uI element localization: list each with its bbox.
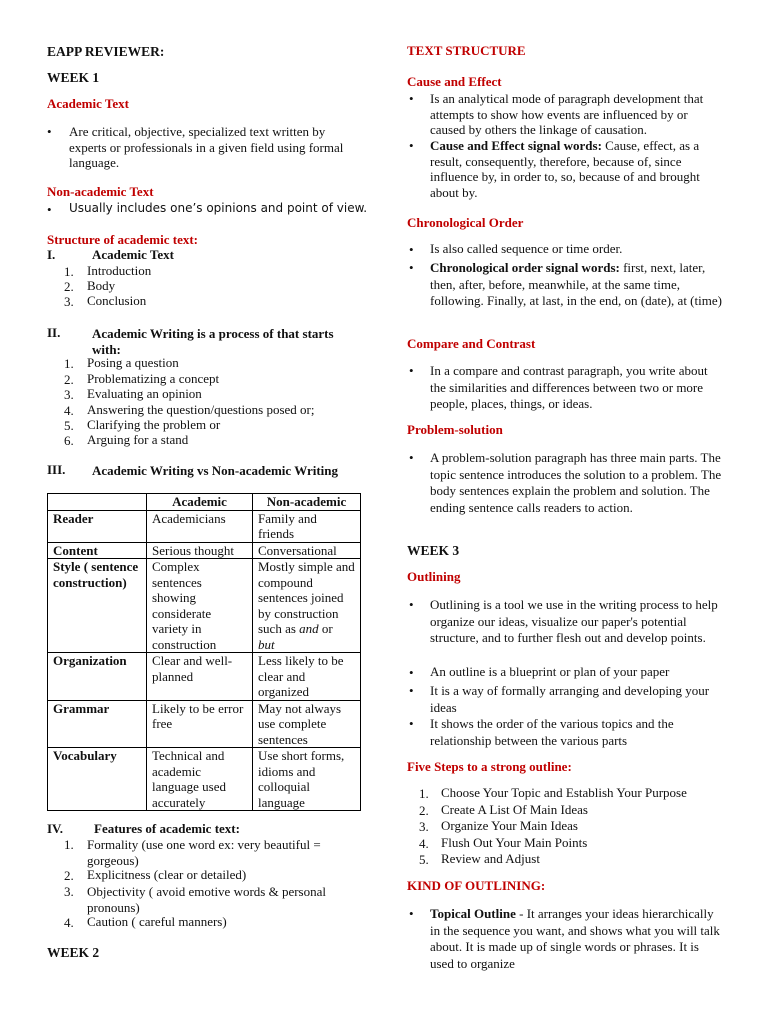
row-label: Content <box>48 542 147 559</box>
topical-text: - It arranges your ideas hierarchically in the sequence you want, and shows what you will talk about. It is made up of single words or phrases. It is used to organize <box>430 906 720 971</box>
list-number: 3. <box>64 294 74 309</box>
document-title: EAPP REVIEWER: <box>47 44 165 59</box>
bullet-icon: • <box>409 716 414 731</box>
table-row <box>48 542 361 559</box>
table-header: Academic <box>147 494 253 511</box>
bullet-icon: • <box>409 906 414 921</box>
chronological-heading: Chronological Order <box>407 215 524 230</box>
table-row <box>48 748 361 811</box>
list-item: Introduction <box>87 263 152 278</box>
step-item: Review and Adjust <box>441 851 540 866</box>
list-number: 2. <box>64 868 74 883</box>
cell-italic: and <box>299 621 319 636</box>
topical-label: Topical Outline <box>430 906 516 921</box>
academic-text-heading: Academic Text <box>47 96 129 111</box>
section-3-number: III. <box>47 462 66 477</box>
section-2-title: Academic Writing is a process of that starts with: <box>92 326 334 357</box>
cause-effect-heading: Cause and Effect <box>407 74 502 89</box>
week2-heading: WEEK 2 <box>47 945 100 960</box>
cell-text: Mostly simple and compound sentences joined by construction such as <box>258 559 355 636</box>
academic-cell: Serious thought <box>147 542 253 559</box>
bullet-icon: • <box>409 665 414 680</box>
list-number: 1. <box>419 786 429 801</box>
nonacademic-cell <box>253 559 361 653</box>
list-number: 3. <box>419 819 429 834</box>
list-item: Body <box>87 278 116 293</box>
list-item: Caution ( careful manners) <box>87 914 227 929</box>
row-label: Reader <box>48 510 147 542</box>
academic-cell: Academicians <box>147 510 253 542</box>
bullet-icon: • <box>409 91 414 106</box>
nonacademic-cell: May not always use complete sentences <box>253 700 361 748</box>
text-structure-heading: TEXT STRUCTURE <box>407 43 526 58</box>
table-row <box>48 510 361 542</box>
section-1-title: Academic Text <box>92 247 174 262</box>
nonacademic-heading: Non-academic Text <box>47 184 154 199</box>
bullet-icon: • <box>409 242 414 257</box>
table-row <box>48 700 361 748</box>
step-item: Flush Out Your Main Points <box>441 835 588 850</box>
bullet-icon: • <box>47 202 52 217</box>
table-header-row <box>48 494 361 511</box>
table-row <box>48 559 361 653</box>
list-number: 6. <box>64 433 74 448</box>
week1-heading: WEEK 1 <box>47 70 100 85</box>
list-item: Formality (use one word ex: very beautiful = gorgeous) <box>87 837 321 868</box>
outlining-bullet: Outlining is a tool we use in the writing process to help organize our ideas, visualize our paper's potential structure, and to further flesh out and develop points. <box>430 597 718 645</box>
chronological-signal-words <box>430 260 730 310</box>
bullet-icon: • <box>409 450 414 465</box>
list-number: 3. <box>64 387 74 402</box>
row-label: Organization <box>48 653 147 701</box>
list-number: 2. <box>419 803 429 818</box>
outlining-bullet: It is a way of formally arranging and developing your ideas <box>430 683 710 715</box>
bullet-icon: • <box>409 260 414 275</box>
signal-list: first, next, later, then, after, before, meanwhile, at the same time, following. Finally, at last, in the end, on (date), at (time) <box>430 260 722 308</box>
problem-solution-heading: Problem-solution <box>407 422 503 437</box>
list-number: 2. <box>64 372 74 387</box>
academic-text-definition: Are critical, objective, specialized text written by experts or professionals in a given field using formal language. <box>69 124 344 170</box>
academic-cell: Clear and well-planned <box>147 653 253 701</box>
table-header: Non-academic <box>253 494 361 511</box>
section-3-title: Academic Writing vs Non-academic Writing <box>92 463 339 478</box>
cell-text: or <box>321 621 333 636</box>
bullet-icon: • <box>409 597 414 612</box>
academic-cell: Complex sentences showing considerate variety in construction <box>147 559 253 653</box>
table-header <box>48 494 147 511</box>
list-number: 4. <box>64 915 74 930</box>
list-number: 1. <box>64 837 74 852</box>
list-item: Problematizing a concept <box>87 371 220 386</box>
section-2-number: II. <box>47 325 61 340</box>
nonacademic-cell: Use short forms, idioms and colloquial language <box>253 748 361 811</box>
step-item: Choose Your Topic and Establish Your Purpose <box>441 785 687 800</box>
list-number: 4. <box>64 403 74 418</box>
list-item: Explicitness (clear or detailed) <box>87 867 247 882</box>
bullet-icon: • <box>409 138 414 153</box>
cell-italic: but <box>258 636 275 652</box>
problem-solution-definition: A problem-solution paragraph has three main parts. The topic sentence introduces the solution to a problem. The body sentences explain the problem and solution. The ending sentence calls readers to action. <box>430 450 722 515</box>
signal-label: Chronological order signal words: <box>430 260 620 275</box>
signal-list: Cause, effect, as a result, consequently, therefore, because of, since influence by, in order to, so, because of and brought about by. <box>430 138 700 200</box>
topical-outline-definition <box>430 906 725 972</box>
five-steps-heading: Five Steps to a strong outline: <box>407 759 572 774</box>
signal-label: Cause and Effect signal words: <box>430 138 602 153</box>
list-item: Evaluating an opinion <box>87 386 202 401</box>
outlining-heading: Outlining <box>407 569 461 584</box>
bullet-icon: • <box>409 363 414 378</box>
list-number: 4. <box>419 836 429 851</box>
nonacademic-cell: Less likely to be clear and organized <box>253 653 361 701</box>
structure-heading: Structure of academic text: <box>47 232 199 247</box>
list-number: 5. <box>419 852 429 867</box>
bullet-icon: • <box>409 683 414 698</box>
academic-cell: Likely to be error free <box>147 700 253 748</box>
bullet-icon: • <box>47 124 52 139</box>
list-item: Conclusion <box>87 293 147 308</box>
step-item: Create A List Of Main Ideas <box>441 802 588 817</box>
outlining-bullet: An outline is a blueprint or plan of your paper <box>430 664 670 679</box>
list-number: 5. <box>64 418 74 433</box>
list-number: 2. <box>64 279 74 294</box>
section-4-number: IV. <box>47 821 64 836</box>
kind-outlining-heading: KIND OF OUTLINING: <box>407 878 546 893</box>
list-item: Objectivity ( avoid emotive words & personal pronouns) <box>87 884 327 915</box>
table-row <box>48 653 361 701</box>
cause-effect-signal-words <box>430 138 722 200</box>
list-number: 3. <box>64 884 74 899</box>
row-label: Style ( sentence construction) <box>48 559 147 653</box>
list-item: Answering the question/questions posed or; <box>87 402 315 417</box>
row-label: Vocabulary <box>48 748 147 811</box>
academic-cell: Technical and academic language used accurately <box>147 748 253 811</box>
chronological-definition: Is also called sequence or time order. <box>430 241 623 256</box>
section-4-title: Features of academic text: <box>94 821 240 836</box>
nonacademic-definition: Usually includes one’s opinions and point of view. <box>69 201 368 215</box>
section-1-number: I. <box>47 247 56 262</box>
row-label: Grammar <box>48 700 147 748</box>
list-number: 1. <box>64 356 74 371</box>
step-item: Organize Your Main Ideas <box>441 818 578 833</box>
list-item: Arguing for a stand <box>87 432 189 447</box>
list-number: 1. <box>64 264 74 279</box>
list-item: Posing a question <box>87 355 179 370</box>
nonacademic-cell: Conversational <box>253 542 361 559</box>
outlining-bullet: It shows the order of the various topics and the relationship between the various parts <box>430 716 674 748</box>
compare-contrast-heading: Compare and Contrast <box>407 336 536 351</box>
week3-heading: WEEK 3 <box>407 543 460 558</box>
nonacademic-cell: Family and friends <box>253 510 361 542</box>
list-item: Clarifying the problem or <box>87 417 221 432</box>
compare-contrast-definition: In a compare and contrast paragraph, you write about the similarities and differences between two or more people, places, things, or ideas. <box>430 363 708 411</box>
cause-effect-definition: Is an analytical mode of paragraph development that attempts to show how events are influenced by or caused by others the linkage of causation. <box>430 91 704 137</box>
comparison-table <box>47 493 361 811</box>
